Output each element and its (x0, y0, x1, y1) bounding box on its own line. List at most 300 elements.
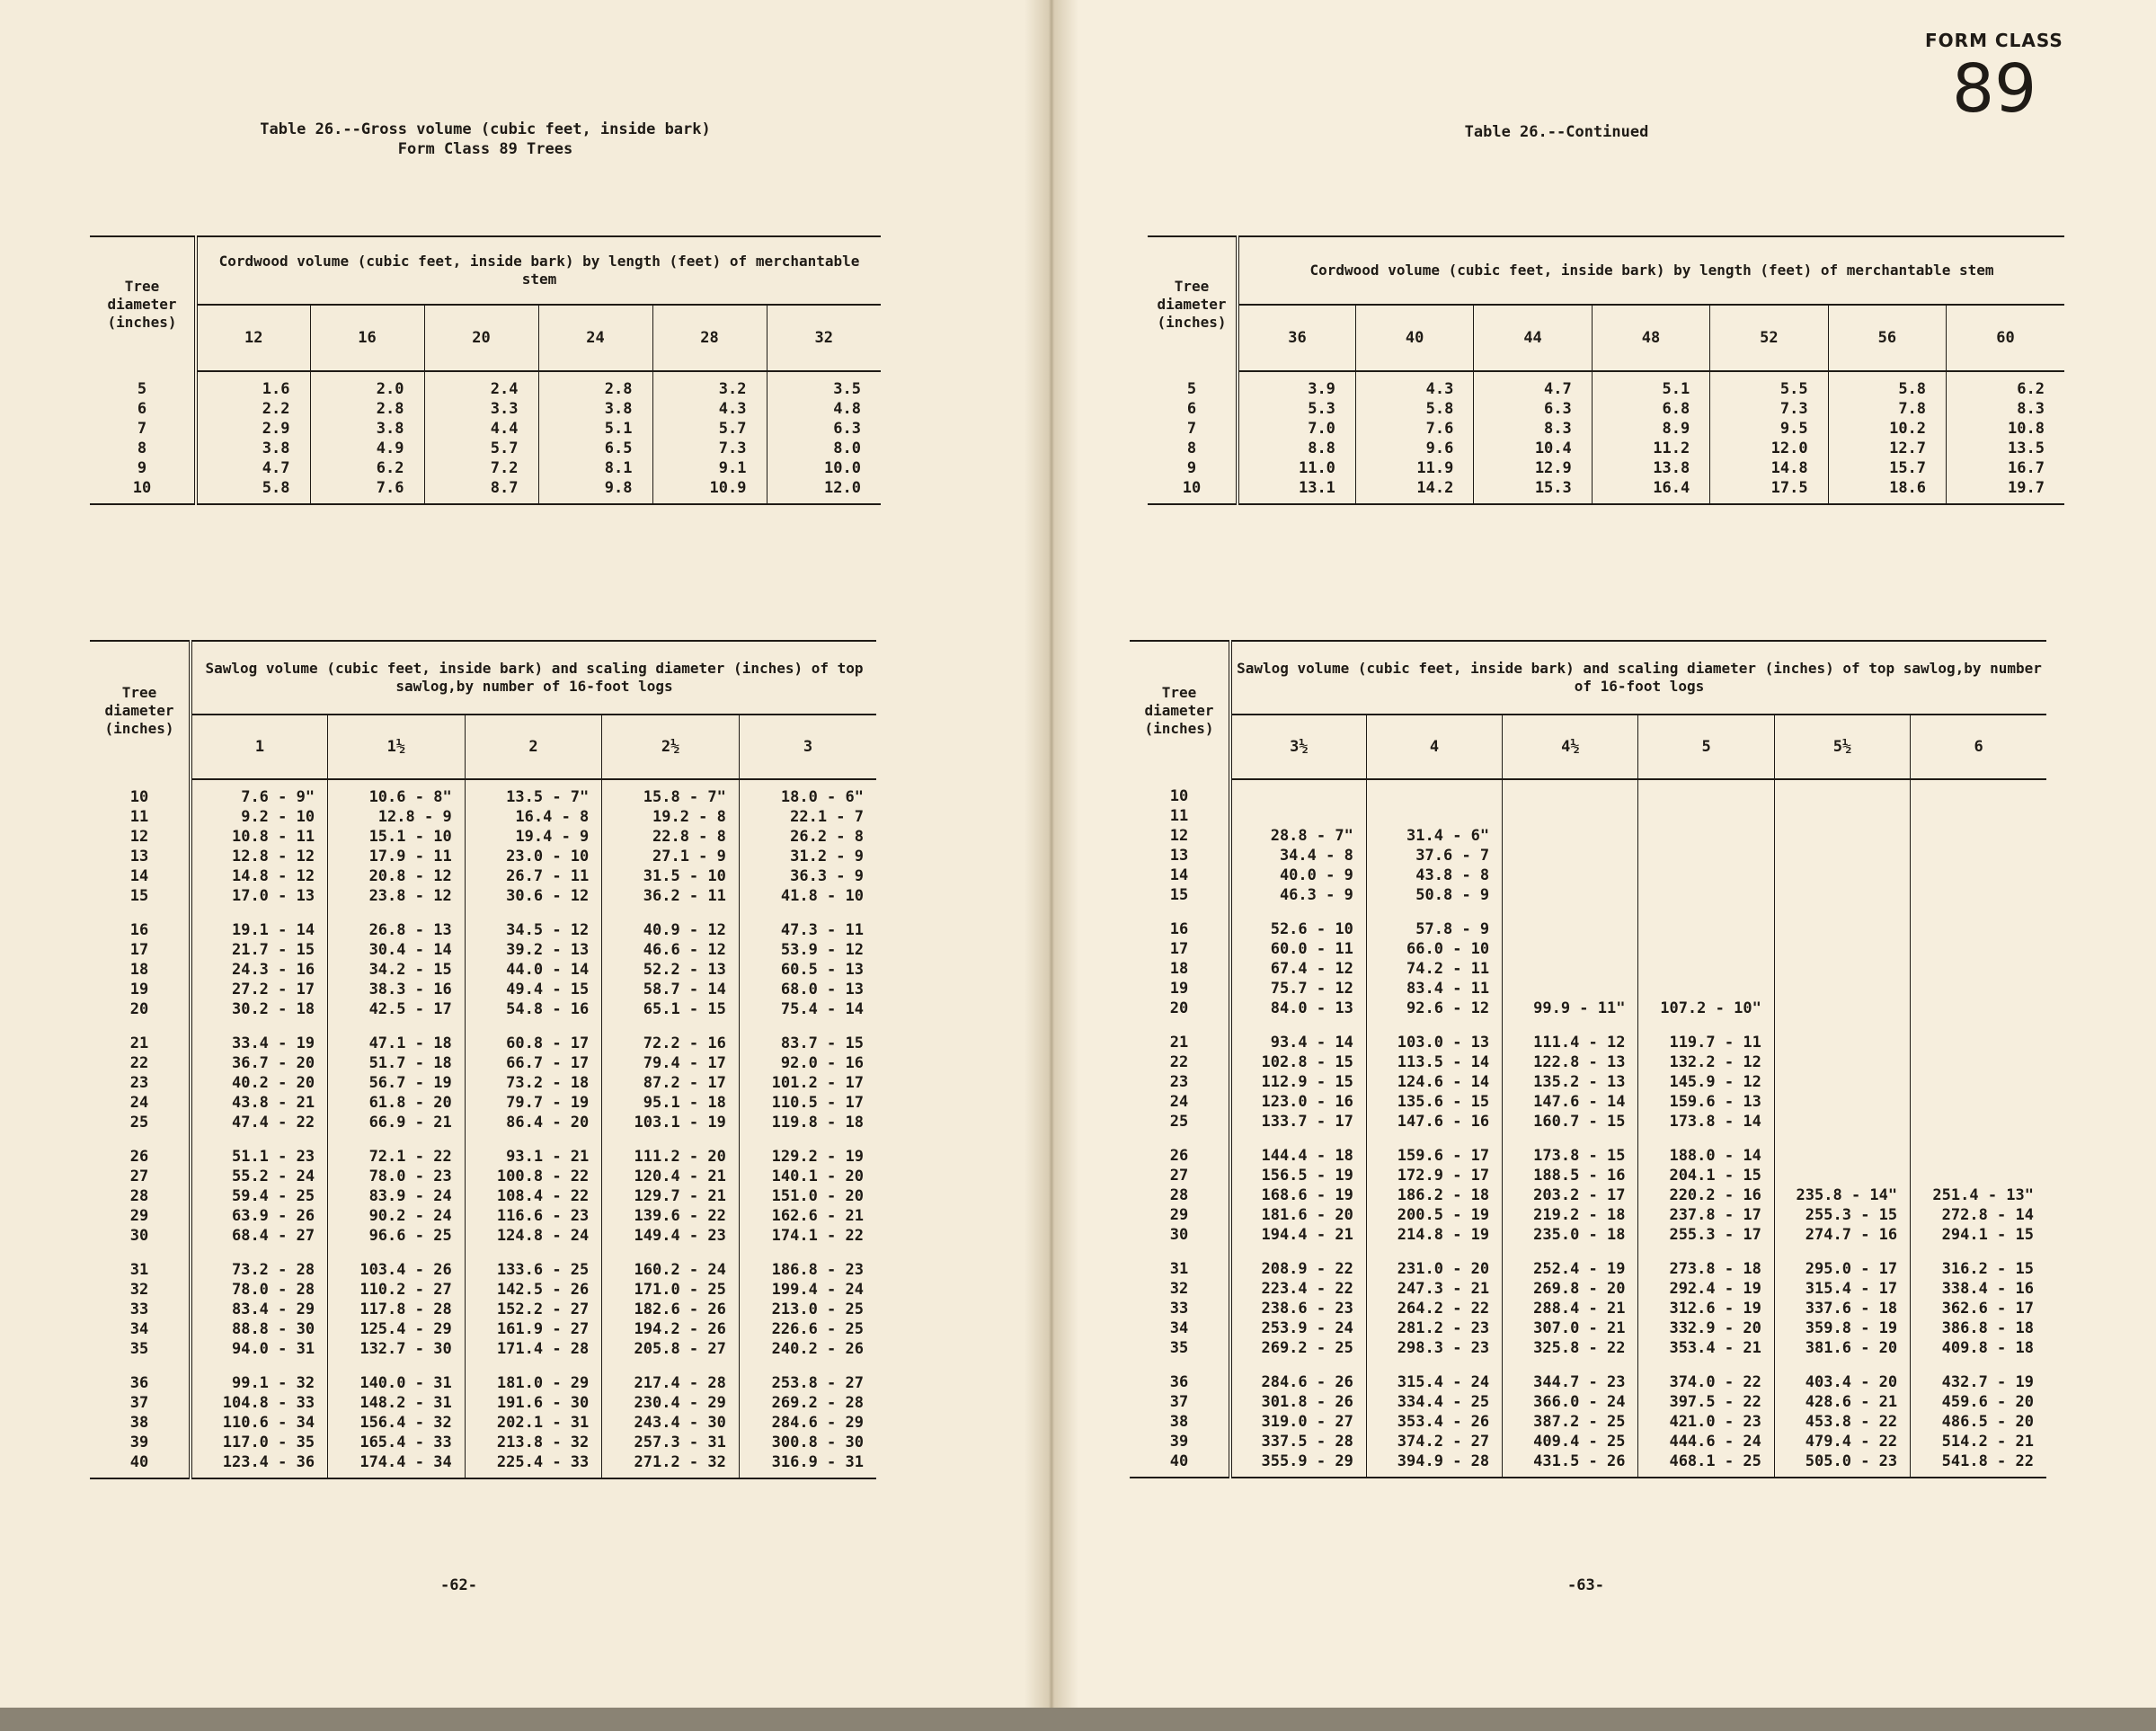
volume-cell: 7.6 - 9" (191, 779, 328, 807)
volume-cell: 387.2 - 25 (1503, 1412, 1638, 1432)
table-row (90, 1359, 876, 1393)
table-row (90, 1226, 876, 1246)
volume-cell (1503, 779, 1638, 806)
diameter-cell: 5 (1148, 371, 1238, 399)
table-row (1130, 779, 2046, 806)
volume-cell: 5.7 (424, 439, 538, 458)
volume-cell: 104.8 - 33 (191, 1393, 328, 1413)
table-row (90, 1433, 876, 1452)
column-header: 36 (1238, 305, 1355, 371)
table-row (90, 779, 876, 807)
table-row (1148, 419, 2064, 439)
table-title-line: Table 26.--Gross volume (cubic feet, inside bark) (260, 120, 711, 138)
volume-cell: 6.5 (538, 439, 652, 458)
volume-cell: 338.4 - 16 (1911, 1279, 2046, 1299)
table-row (1148, 439, 2064, 458)
volume-cell: 10.0 (767, 458, 881, 478)
diameter-cell: 11 (90, 807, 191, 827)
page-number: -62- (440, 1576, 477, 1594)
volume-cell: 213.0 - 25 (739, 1300, 876, 1319)
volume-cell: 188.5 - 16 (1503, 1166, 1638, 1185)
table-row (1130, 1412, 2046, 1432)
diameter-cell: 21 (90, 1019, 191, 1053)
diameter-cell: 22 (1130, 1052, 1230, 1072)
volume-cell (1230, 806, 1366, 826)
volume-cell: 171.0 - 25 (602, 1280, 740, 1300)
volume-cell: 344.7 - 23 (1503, 1358, 1638, 1392)
volume-cell: 99.1 - 32 (191, 1359, 328, 1393)
column-header: 2 (465, 715, 602, 779)
volume-cell: 21.7 - 15 (191, 940, 328, 960)
table-row (1130, 1392, 2046, 1412)
volume-cell: 173.8 - 14 (1638, 1112, 1774, 1132)
volume-cell: 272.8 - 14 (1911, 1205, 2046, 1225)
table-row (1130, 1358, 2046, 1392)
volume-cell: 103.4 - 26 (328, 1246, 466, 1280)
diameter-cell: 18 (90, 960, 191, 980)
volume-cell: 397.5 - 22 (1638, 1392, 1774, 1412)
volume-cell: 36.3 - 9 (739, 866, 876, 886)
volume-cell (1911, 885, 2046, 905)
volume-cell: 14.2 (1355, 478, 1473, 504)
volume-cell: 38.3 - 16 (328, 980, 466, 999)
volume-cell: 255.3 - 17 (1638, 1225, 1774, 1245)
volume-cell: 7.6 (310, 478, 424, 504)
sawlog-table (1130, 640, 2046, 1478)
volume-cell: 13.5 - 7" (465, 779, 602, 807)
volume-cell: 63.9 - 26 (191, 1206, 328, 1226)
volume-cell: 9.2 - 10 (191, 807, 328, 827)
volume-cell (1503, 979, 1638, 999)
volume-cell: 252.4 - 19 (1503, 1245, 1638, 1279)
volume-cell: 65.1 - 15 (602, 999, 740, 1019)
volume-cell: 174.1 - 22 (739, 1226, 876, 1246)
volume-cell: 68.4 - 27 (191, 1226, 328, 1246)
volume-cell (1911, 1018, 2046, 1052)
stub-header: Tree diameter (inches) (90, 641, 191, 779)
volume-cell: 119.7 - 11 (1638, 1018, 1774, 1052)
volume-cell (1503, 866, 1638, 885)
volume-cell (1911, 1132, 2046, 1166)
diameter-cell: 7 (1148, 419, 1238, 439)
volume-cell: 253.8 - 27 (739, 1359, 876, 1393)
table-row (90, 419, 881, 439)
volume-cell: 15.1 - 10 (328, 827, 466, 847)
volume-cell: 199.4 - 24 (739, 1280, 876, 1300)
volume-cell: 40.0 - 9 (1230, 866, 1366, 885)
volume-cell: 108.4 - 22 (465, 1186, 602, 1206)
diameter-cell: 12 (1130, 826, 1230, 846)
volume-cell: 294.1 - 15 (1911, 1225, 2046, 1245)
volume-cell (1911, 1092, 2046, 1112)
volume-cell (1230, 779, 1366, 806)
diameter-cell: 29 (90, 1206, 191, 1226)
volume-cell: 47.4 - 22 (191, 1113, 328, 1132)
volume-cell: 2.4 (424, 371, 538, 399)
volume-cell (1911, 959, 2046, 979)
diameter-cell: 28 (1130, 1185, 1230, 1205)
volume-cell (1638, 826, 1774, 846)
volume-cell (1638, 779, 1774, 806)
volume-cell: 16.7 (1947, 458, 2064, 478)
diameter-cell: 13 (1130, 846, 1230, 866)
table-row (90, 1246, 876, 1280)
table-row (1130, 1205, 2046, 1225)
volume-cell: 72.1 - 22 (328, 1132, 466, 1167)
table-row (90, 807, 876, 827)
volume-cell: 132.7 - 30 (328, 1339, 466, 1359)
volume-cell: 140.0 - 31 (328, 1359, 466, 1393)
volume-cell: 103.0 - 13 (1366, 1018, 1502, 1052)
volume-cell: 5.5 (1710, 371, 1828, 399)
volume-cell: 94.0 - 31 (191, 1339, 328, 1359)
column-header: 3½ (1230, 715, 1366, 779)
form-class-number: 89 (1952, 50, 2037, 128)
page-number: -63- (1567, 1576, 1604, 1594)
diameter-cell: 22 (90, 1053, 191, 1073)
stub-header: Tree diameter (inches) (90, 236, 196, 371)
table-row (1130, 1279, 2046, 1299)
cordwood-table (90, 235, 881, 505)
volume-cell: 273.8 - 18 (1638, 1245, 1774, 1279)
volume-cell (1638, 846, 1774, 866)
volume-cell: 60.8 - 17 (465, 1019, 602, 1053)
volume-cell: 288.4 - 21 (1503, 1299, 1638, 1318)
diameter-cell: 26 (1130, 1132, 1230, 1166)
volume-cell: 298.3 - 23 (1366, 1338, 1502, 1358)
volume-cell: 307.0 - 21 (1503, 1318, 1638, 1338)
diameter-cell: 8 (1148, 439, 1238, 458)
volume-cell: 93.1 - 21 (465, 1132, 602, 1167)
volume-cell: 208.9 - 22 (1230, 1245, 1366, 1279)
volume-cell: 122.8 - 13 (1503, 1052, 1638, 1072)
volume-cell: 292.4 - 19 (1638, 1279, 1774, 1299)
volume-cell: 73.2 - 28 (191, 1246, 328, 1280)
diameter-cell: 34 (1130, 1318, 1230, 1338)
table-row (1130, 1318, 2046, 1338)
volume-cell: 46.6 - 12 (602, 940, 740, 960)
volume-cell: 5.8 (196, 478, 310, 504)
volume-cell: 269.2 - 28 (739, 1393, 876, 1413)
table-row (1130, 1092, 2046, 1112)
volume-cell: 200.5 - 19 (1366, 1205, 1502, 1225)
volume-cell: 26.8 - 13 (328, 906, 466, 940)
volume-cell: 31.5 - 10 (602, 866, 740, 886)
volume-cell (1774, 905, 1910, 939)
volume-cell (1774, 1132, 1910, 1166)
volume-cell: 116.6 - 23 (465, 1206, 602, 1226)
table-row (1130, 846, 2046, 866)
diameter-cell: 38 (90, 1413, 191, 1433)
diameter-cell: 10 (1130, 779, 1230, 806)
volume-cell: 213.8 - 32 (465, 1433, 602, 1452)
volume-cell: 386.8 - 18 (1911, 1318, 2046, 1338)
volume-cell (1774, 1018, 1910, 1052)
volume-cell: 5.8 (1355, 399, 1473, 419)
volume-cell: 149.4 - 23 (602, 1226, 740, 1246)
volume-cell (1774, 979, 1910, 999)
volume-cell: 3.8 (538, 399, 652, 419)
volume-cell: 12.9 (1474, 458, 1592, 478)
table-row (90, 458, 881, 478)
volume-cell: 315.4 - 24 (1366, 1358, 1502, 1392)
volume-cell: 3.8 (196, 439, 310, 458)
volume-cell: 7.6 (1355, 419, 1473, 439)
column-header: 52 (1710, 305, 1828, 371)
table-row (1130, 866, 2046, 885)
volume-cell: 173.8 - 15 (1503, 1132, 1638, 1166)
volume-cell: 432.7 - 19 (1911, 1358, 2046, 1392)
volume-cell: 3.8 (310, 419, 424, 439)
volume-cell (1911, 979, 2046, 999)
volume-cell: 36.7 - 20 (191, 1053, 328, 1073)
volume-cell: 27.1 - 9 (602, 847, 740, 866)
volume-cell: 226.6 - 25 (739, 1319, 876, 1339)
table-row (1130, 999, 2046, 1018)
volume-cell (1911, 779, 2046, 806)
right-page (1053, 0, 2156, 1731)
volume-cell: 238.6 - 23 (1230, 1299, 1366, 1318)
volume-cell: 46.3 - 9 (1230, 885, 1366, 905)
volume-cell: 5.8 (1828, 371, 1946, 399)
table-row (90, 866, 876, 886)
volume-cell: 147.6 - 16 (1366, 1112, 1502, 1132)
table-row (90, 980, 876, 999)
volume-cell: 123.0 - 16 (1230, 1092, 1366, 1112)
diameter-cell: 16 (90, 906, 191, 940)
table-row (1130, 1185, 2046, 1205)
volume-cell: 8.8 (1238, 439, 1355, 458)
column-header: 48 (1592, 305, 1709, 371)
table-row (1148, 458, 2064, 478)
volume-cell: 49.4 - 15 (465, 980, 602, 999)
volume-cell: 4.7 (196, 458, 310, 478)
volume-cell: 181.0 - 29 (465, 1359, 602, 1393)
column-header: 5 (1638, 715, 1774, 779)
column-header: 60 (1947, 305, 2064, 371)
volume-cell: 6.2 (1947, 371, 2064, 399)
volume-cell: 83.4 - 29 (191, 1300, 328, 1319)
volume-cell: 7.0 (1238, 419, 1355, 439)
volume-cell: 2.9 (196, 419, 310, 439)
volume-cell: 255.3 - 15 (1774, 1205, 1910, 1225)
volume-cell: 41.8 - 10 (739, 886, 876, 906)
volume-cell: 78.0 - 28 (191, 1280, 328, 1300)
volume-cell: 140.1 - 20 (739, 1167, 876, 1186)
volume-cell: 9.6 (1355, 439, 1473, 458)
column-header: 56 (1828, 305, 1946, 371)
volume-cell: 182.6 - 26 (602, 1300, 740, 1319)
volume-cell: 5.3 (1238, 399, 1355, 419)
volume-cell: 119.8 - 18 (739, 1113, 876, 1132)
volume-cell: 2.0 (310, 371, 424, 399)
volume-cell: 1.6 (196, 371, 310, 399)
volume-cell: 145.9 - 12 (1638, 1072, 1774, 1092)
volume-cell: 40.9 - 12 (602, 906, 740, 940)
diameter-cell: 6 (1148, 399, 1238, 419)
volume-cell: 87.2 - 17 (602, 1073, 740, 1093)
volume-cell: 9.8 (538, 478, 652, 504)
volume-cell: 51.1 - 23 (191, 1132, 328, 1167)
table-row (1130, 885, 2046, 905)
volume-cell: 66.0 - 10 (1366, 939, 1502, 959)
form-class-label: FORM CLASS (1925, 30, 2063, 51)
table-row (1148, 399, 2064, 419)
volume-cell: 7.2 (424, 458, 538, 478)
volume-cell: 27.2 - 17 (191, 980, 328, 999)
column-header: 6 (1911, 715, 2046, 779)
diameter-cell: 17 (1130, 939, 1230, 959)
volume-cell: 12.0 (767, 478, 881, 504)
volume-cell: 11.0 (1238, 458, 1355, 478)
volume-cell: 72.2 - 16 (602, 1019, 740, 1053)
column-header: 28 (652, 305, 767, 371)
volume-cell: 4.3 (1355, 371, 1473, 399)
volume-cell: 4.9 (310, 439, 424, 458)
volume-cell: 23.8 - 12 (328, 886, 466, 906)
volume-cell: 74.2 - 11 (1366, 959, 1502, 979)
volume-cell: 13.8 (1592, 458, 1709, 478)
volume-cell: 5.1 (538, 419, 652, 439)
volume-cell: 188.0 - 14 (1638, 1132, 1774, 1166)
table-row (1148, 371, 2064, 399)
volume-cell: 486.5 - 20 (1911, 1412, 2046, 1432)
volume-cell: 19.4 - 9 (465, 827, 602, 847)
volume-cell (1503, 939, 1638, 959)
volume-cell: 205.8 - 27 (602, 1339, 740, 1359)
volume-cell: 19.7 (1947, 478, 2064, 504)
volume-cell (1911, 846, 2046, 866)
table-title (162, 120, 809, 159)
volume-cell: 43.8 - 8 (1366, 866, 1502, 885)
volume-cell: 337.5 - 28 (1230, 1432, 1366, 1451)
volume-cell: 12.0 (1710, 439, 1828, 458)
diameter-cell: 39 (1130, 1432, 1230, 1451)
volume-cell: 19.1 - 14 (191, 906, 328, 940)
volume-cell: 7.3 (652, 439, 767, 458)
volume-cell: 271.2 - 32 (602, 1452, 740, 1478)
volume-cell: 52.2 - 13 (602, 960, 740, 980)
diameter-cell: 38 (1130, 1412, 1230, 1432)
volume-cell: 151.0 - 20 (739, 1186, 876, 1206)
volume-cell: 18.6 (1828, 478, 1946, 504)
volume-cell: 37.6 - 7 (1366, 846, 1502, 866)
volume-cell: 10.6 - 8" (328, 779, 466, 807)
table-row (1130, 979, 2046, 999)
volume-cell (1774, 1072, 1910, 1092)
stub-header: Tree diameter (inches) (1148, 236, 1238, 371)
volume-cell: 57.8 - 9 (1366, 905, 1502, 939)
table-row (1130, 1338, 2046, 1358)
volume-cell: 4.4 (424, 419, 538, 439)
volume-cell: 2.8 (538, 371, 652, 399)
volume-cell: 269.2 - 25 (1230, 1338, 1366, 1358)
column-header: 3 (739, 715, 876, 779)
volume-cell: 217.4 - 28 (602, 1359, 740, 1393)
column-header: 12 (196, 305, 310, 371)
volume-cell: 66.9 - 21 (328, 1113, 466, 1132)
volume-cell: 22.8 - 8 (602, 827, 740, 847)
volume-cell: 111.2 - 20 (602, 1132, 740, 1167)
column-header: 40 (1355, 305, 1473, 371)
table-row (1130, 1112, 2046, 1132)
volume-cell: 95.1 - 18 (602, 1093, 740, 1113)
volume-cell: 325.8 - 22 (1503, 1338, 1638, 1358)
volume-cell: 133.6 - 25 (465, 1246, 602, 1280)
column-header: 4 (1366, 715, 1502, 779)
book-gutter (1025, 0, 1078, 1731)
volume-cell: 23.0 - 10 (465, 847, 602, 866)
volume-cell: 168.6 - 19 (1230, 1185, 1366, 1205)
volume-cell: 337.6 - 18 (1774, 1299, 1910, 1318)
table-row (90, 1413, 876, 1433)
diameter-cell: 24 (90, 1093, 191, 1113)
volume-cell: 10.4 (1474, 439, 1592, 458)
volume-cell: 225.4 - 33 (465, 1452, 602, 1478)
table-row (90, 439, 881, 458)
diameter-cell: 23 (1130, 1072, 1230, 1092)
volume-cell: 148.2 - 31 (328, 1393, 466, 1413)
volume-cell: 39.2 - 13 (465, 940, 602, 960)
diameter-cell: 23 (90, 1073, 191, 1093)
volume-cell: 99.9 - 11" (1503, 999, 1638, 1018)
volume-cell: 355.9 - 29 (1230, 1451, 1366, 1478)
volume-cell (1774, 1112, 1910, 1132)
volume-cell: 220.2 - 16 (1638, 1185, 1774, 1205)
volume-cell: 10.9 (652, 478, 767, 504)
volume-cell: 444.6 - 24 (1638, 1432, 1774, 1451)
volume-cell: 4.8 (767, 399, 881, 419)
diameter-cell: 9 (1148, 458, 1238, 478)
diameter-cell: 37 (90, 1393, 191, 1413)
volume-cell: 316.2 - 15 (1911, 1245, 2046, 1279)
column-header: 1 (191, 715, 328, 779)
volume-cell (1638, 979, 1774, 999)
volume-cell: 14.8 (1710, 458, 1828, 478)
volume-cell: 22.1 - 7 (739, 807, 876, 827)
table-row (1130, 1245, 2046, 1279)
table-row (1130, 1132, 2046, 1166)
volume-cell: 73.2 - 18 (465, 1073, 602, 1093)
table-row (90, 1093, 876, 1113)
table-row (90, 960, 876, 980)
diameter-cell: 10 (90, 478, 196, 504)
volume-cell: 13.5 (1947, 439, 2064, 458)
volume-cell: 6.3 (767, 419, 881, 439)
volume-cell: 257.3 - 31 (602, 1433, 740, 1452)
volume-cell: 3.3 (424, 399, 538, 419)
volume-cell: 7.8 (1828, 399, 1946, 419)
diameter-cell: 8 (90, 439, 196, 458)
group-header: Sawlog volume (cubic feet, inside bark) and scaling diameter (inches) of top sawlog,by number of 16-foot logs (1230, 641, 2046, 715)
diameter-cell: 24 (1130, 1092, 1230, 1112)
column-header: 24 (538, 305, 652, 371)
volume-cell (1774, 826, 1910, 846)
volume-cell: 421.0 - 23 (1638, 1412, 1774, 1432)
table-row (1130, 1432, 2046, 1451)
volume-cell: 75.7 - 12 (1230, 979, 1366, 999)
diameter-cell: 40 (90, 1452, 191, 1478)
volume-cell: 96.6 - 25 (328, 1226, 466, 1246)
volume-cell: 34.2 - 15 (328, 960, 466, 980)
volume-cell: 4.7 (1474, 371, 1592, 399)
volume-cell: 129.7 - 21 (602, 1186, 740, 1206)
volume-cell (1911, 1052, 2046, 1072)
diameter-cell: 14 (90, 866, 191, 886)
volume-cell: 142.5 - 26 (465, 1280, 602, 1300)
diameter-cell: 20 (1130, 999, 1230, 1018)
volume-cell (1774, 1166, 1910, 1185)
